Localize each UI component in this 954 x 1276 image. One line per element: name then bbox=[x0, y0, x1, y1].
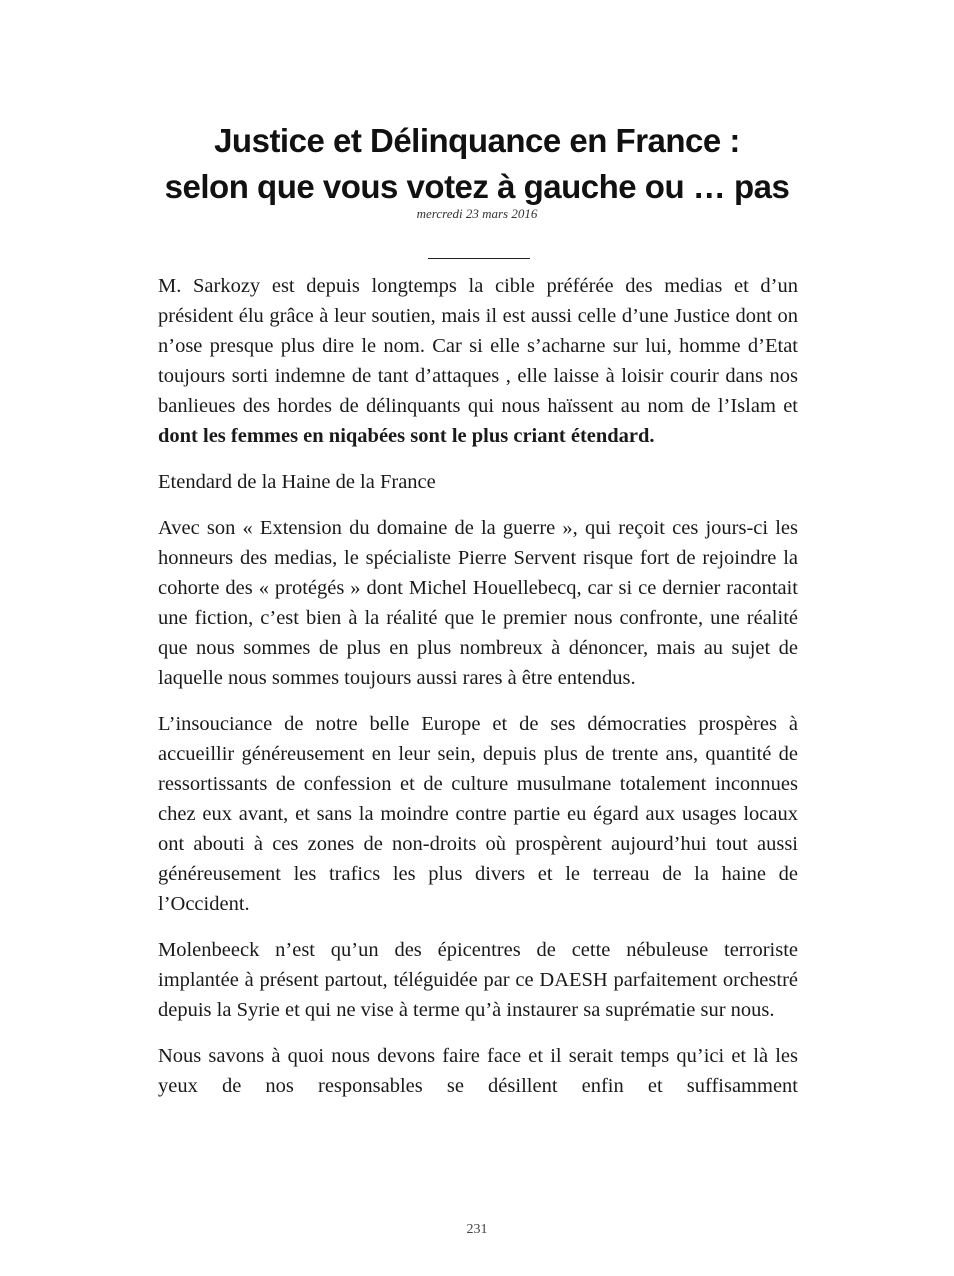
article-title-line-2: selon que vous votez à gauche ou … pas bbox=[164, 168, 790, 205]
paragraph-1-text: M. Sarkozy est depuis longtemps la cible préférée des medias et d’un président élu grâce à leur soutien, mais il est aussi celle d’une Justice dont on n’ose presque plus dire le nom. Car si elle s’acharne sur lui, homme d’Etat toujours sorti indemne de tant d’attaques , elle laisse à loisir courir dans nos banlieues des hordes de délinquants qui nous haïssent au nom de l’Islam et bbox=[158, 275, 798, 417]
paragraph-1 bbox=[158, 271, 798, 451]
paragraph-3: Avec son « Extension du domaine de la guerre », qui reçoit ces jours-ci les honneurs des medias, le spécialiste Pierre Servent risque fort de rejoindre la cohorte des « protégés » dont Michel Houellebecq, car si ce dernier racontait une fiction, c’est bien à la réalité que le premier nous confronte, une réalité que nous sommes de plus en plus nombreux à dénoncer, mais au sujet de laquelle nous sommes toujours aussi rares à être entendus. bbox=[158, 517, 798, 689]
paragraph-5: Molenbeeck n’est qu’un des épicentres de cette nébuleuse terroriste implantée à présent partout, téléguidée par ce DAESH parfaitement orchestré depuis la Syrie et qui ne vise à terme qu’à instaurer sa suprématie sur nous. bbox=[158, 939, 798, 1021]
paragraph-2: Etendard de la Haine de la France bbox=[158, 471, 436, 493]
title-divider bbox=[428, 258, 530, 259]
article-date: mercredi 23 mars 2016 bbox=[416, 206, 538, 221]
article-title bbox=[100, 118, 854, 210]
article-body bbox=[158, 271, 798, 1117]
article-title-line-1: Justice et Délinquance en France : bbox=[214, 122, 740, 159]
paragraph-1-bold: dont les femmes en niqabées sont le plus criant étendard. bbox=[158, 425, 655, 447]
paragraph-4: L’insouciance de notre belle Europe et de ses démocraties prospères à accueillir généreusement en leur sein, depuis plus de trente ans, quantité de ressortissants de confession et de culture musulmane totalement inconnues chez eux avant, et sans la moindre contre partie eu égard aux usages locaux ont abouti à ces zones de non-droits où prospèrent aujourd’hui tout aussi généreusement les trafics les plus divers et le terreau de la haine de l’Occident. bbox=[158, 713, 798, 915]
paragraph-6: Nous savons à quoi nous devons faire face et il serait temps qu’ici et là les yeux de nos responsables se désillent enfin et suffisamment bbox=[158, 1045, 798, 1097]
page-number: 231 bbox=[466, 1222, 488, 1237]
